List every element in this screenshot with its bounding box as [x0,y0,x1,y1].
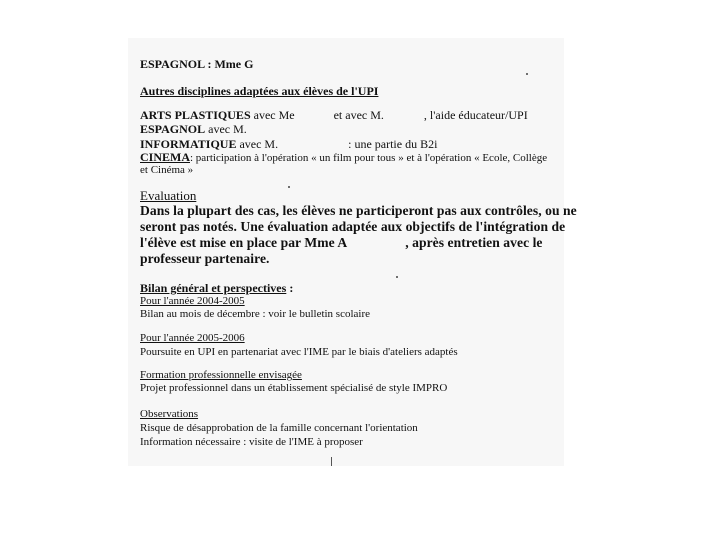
evaluation-line3 [140,235,543,251]
evaluation-line4: professeur partenaire. [140,251,270,266]
bilan-heading: Bilan général et perspectives [140,281,287,295]
espagnol-label: ESPAGNOL [140,122,206,136]
line-cinema [140,150,547,165]
evaluation-line1: Dans la plupart des cas, les élèves ne participeront pas aux contrôles, ou ne [140,203,577,218]
evaluation-line2: seront pas notés. Une évaluation adaptée aux objectifs de l'intégration de [140,219,566,234]
year2-title: Pour l'année 2005-2006 [140,332,245,344]
scan-mark [331,457,332,466]
informatique-text2: : une partie du B2i [348,137,438,151]
scan-speck [526,73,528,75]
scan-speck [396,276,398,278]
section-heading-bilan [140,281,293,296]
cinema-label: CINEMA [140,150,190,164]
observations-title: Observations [140,408,199,420]
espagnol-text1: avec M. [208,122,247,136]
formation-title: Formation professionnelle envisagée [140,369,302,381]
informatique-text1: avec M. [239,137,279,151]
line-arts [140,108,528,123]
observations-line2: Information nécessaire : visite de l'IME à proposer [140,436,363,448]
year2-text: Poursuite en UPI en partenariat avec l'IME par le biais d'ateliers adaptés [140,346,458,358]
informatique-label: INFORMATIQUE [140,137,237,151]
bilan-heading-suffix: : [286,281,294,295]
section-heading-autres: Autres disciplines adaptées aux élèves de l'UPI [140,84,379,98]
formation-text: Projet professionnel dans un établissement spécialisé de style IMPRO [140,382,448,394]
cinema-text1: : participation à l'opération « un film pour tous » et à l'opération « Ecole, Collège [190,152,548,164]
evaluation-line3b: , après entretien avec le [405,235,543,250]
cinema-text2: et Cinéma » [140,164,194,176]
observations-line1: Risque de désapprobation de la famille concernant l'orientation [140,422,418,434]
line-espagnol [140,122,247,137]
year1-text: Bilan au mois de décembre : voir le bulletin scolaire [140,308,371,320]
arts-text1: avec Me [253,108,295,122]
document-title: ESPAGNOL : Mme G [140,57,254,71]
scan-speck [288,186,290,188]
arts-text2: et avec M. [333,108,384,122]
year1-title: Pour l'année 2004-2005 [140,295,245,307]
evaluation-line3a: l'élève est mise en place par Mme A [140,235,348,250]
arts-label: ARTS PLASTIQUES [140,108,251,122]
section-heading-evaluation: Evaluation [140,188,197,203]
arts-text3: , l'aide éducateur/UPI [423,108,528,122]
